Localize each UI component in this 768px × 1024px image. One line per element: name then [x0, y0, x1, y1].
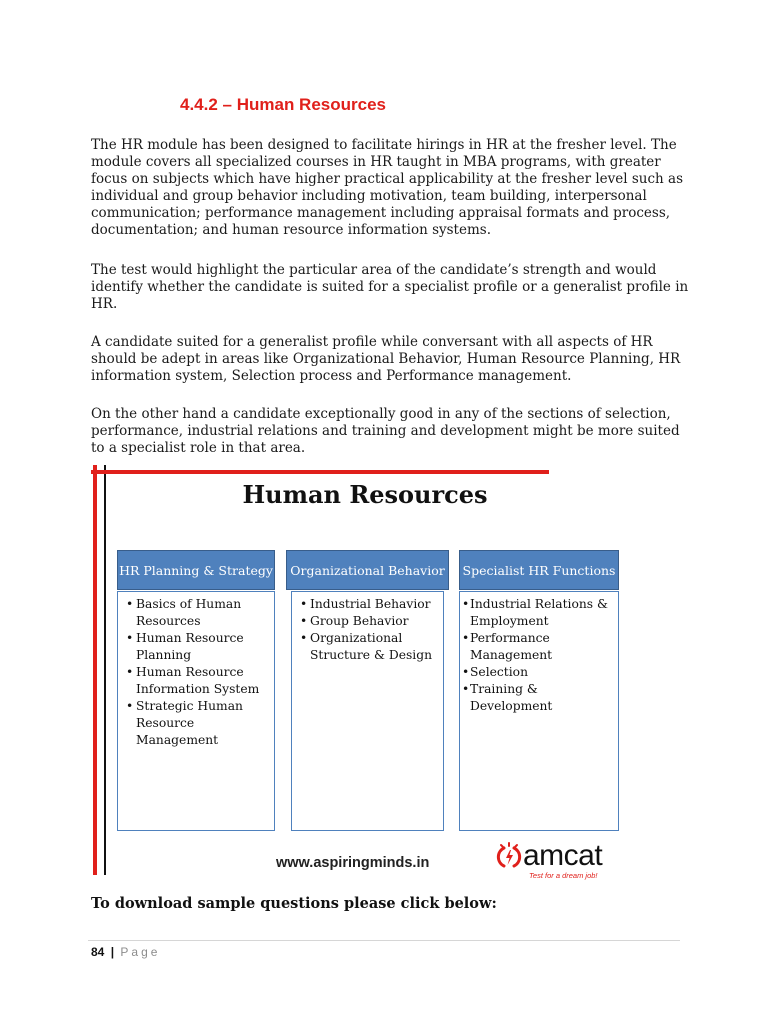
list-item: • Organizational Structure & Design: [300, 630, 443, 664]
figure-red-vertical-line: [93, 465, 97, 875]
paragraph-intro: The HR module has been designed to facilitate hirings in HR at the fresher level. The module covers all specialized courses in HR taught in MBA programs, with greater focus on subjects which have higher practical applicability at the fresher level such as individual and group behavior including motivation, team building, interpersonal communication; performance management including appraisal formats and process, documentation; and human resource information systems.: [91, 137, 684, 238]
list-item: • Group Behavior: [300, 613, 443, 630]
paragraph-specialist: On the other hand a candidate exceptionally good in any of the sections of selection, performance, industrial relations and training and development might be more suited to a specialist role in that area.: [91, 406, 680, 456]
figure-red-horizontal-line: [91, 470, 549, 474]
column-body-specialist-hr: [459, 591, 619, 831]
figure-black-vertical-line: [104, 465, 106, 875]
list-item: • Performance Management: [462, 630, 618, 664]
page-number: 84: [91, 945, 105, 959]
logo-wordmark: amcat: [523, 839, 603, 872]
list-item: • Selection: [462, 664, 618, 681]
paragraph-test-purpose: The test would highlight the particular area of the candidate’s strength and would identify whether the candidate is suited for a specialist profile or a generalist profile in HR.: [91, 262, 689, 312]
column-header-org-behavior: Organizational Behavior: [286, 550, 449, 590]
list-item: • Human Resource Planning: [126, 630, 274, 664]
list-item: • Basics of Human Resources: [126, 596, 274, 630]
website-url: www.aspiringminds.in: [276, 855, 430, 871]
footer-separator: |: [110, 945, 115, 959]
bulb-icon: [495, 842, 523, 872]
list-item: • Human Resource Information System: [126, 664, 274, 698]
list-item: • Strategic Human Resource Management: [126, 698, 274, 749]
amcat-logo: [495, 840, 635, 880]
footer-divider: [88, 940, 680, 941]
paragraph-generalist: A candidate suited for a generalist profile while conversant with all aspects of HR should be adept in areas like Organizational Behavior, Human Resource Planning, HR information system, Selection process and Performance management.: [91, 334, 681, 384]
page-footer: [91, 945, 160, 959]
list-item: • Industrial Behavior: [300, 596, 443, 613]
column-body-hr-planning: [117, 591, 275, 831]
column-header-hr-planning: HR Planning & Strategy: [117, 550, 275, 590]
download-prompt: To download sample questions please click below:: [91, 895, 497, 912]
column-header-specialist-hr: Specialist HR Functions: [459, 550, 619, 590]
logo-tagline: Test for a dream job!: [529, 871, 598, 880]
list-item: • Industrial Relations & Employment: [462, 596, 618, 630]
section-heading: 4.4.2 – Human Resources: [180, 95, 386, 114]
column-body-org-behavior: [291, 591, 444, 831]
page-label: Page: [120, 945, 161, 959]
figure-title: Human Resources: [242, 480, 488, 509]
list-item: • Training & Development: [462, 681, 618, 715]
